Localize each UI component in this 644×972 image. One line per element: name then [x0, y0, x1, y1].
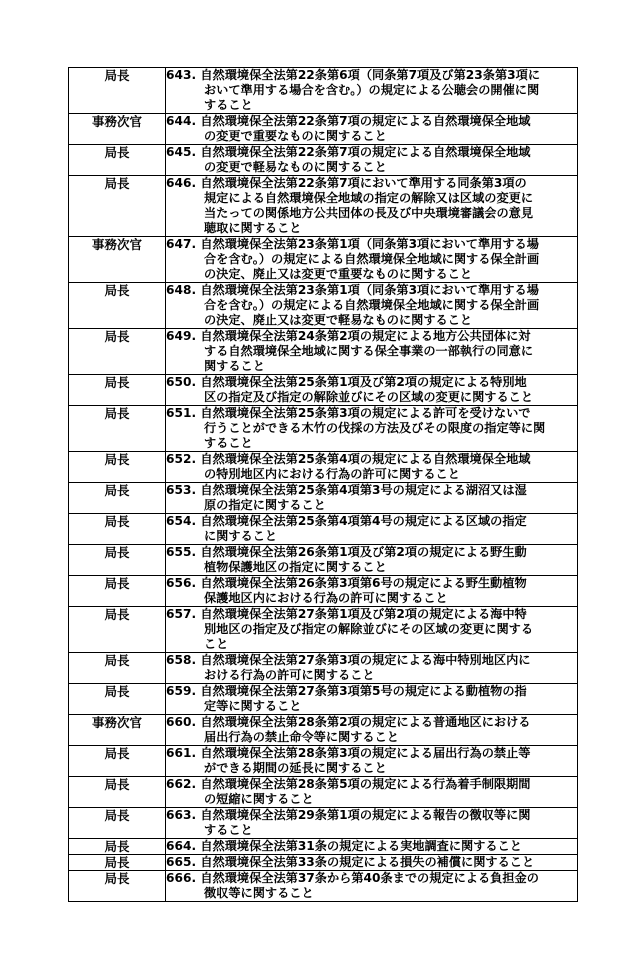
item-text-line: する自然環境保全地域に関する保全事業の一部執行の同意に [204, 344, 534, 358]
item-text-line [166, 68, 577, 83]
item-cell [166, 855, 578, 871]
table-body [69, 68, 578, 902]
delegation-table [68, 67, 578, 902]
item-text: 自然環境保全法第27条第1項及び第2項の規定による海中特 [200, 607, 527, 621]
item-text-line: 定等に関すること [204, 699, 302, 713]
item-text-line: 徴収等に関すること [204, 886, 314, 900]
table-row [69, 855, 578, 871]
item-cell [166, 375, 578, 406]
item-text: 自然環境保全法第26条第1項及び第2項の規定による野生動 [200, 545, 527, 559]
table-row [69, 452, 578, 483]
item-text-line: おける行為の許可に関すること [204, 668, 375, 682]
item-text-line: の変更で軽易なものに関すること [204, 160, 387, 174]
item-text: 自然環境保全法第28条第5項の規定による行為着手制限期間 [200, 777, 531, 791]
table-row [69, 607, 578, 653]
item-text: 自然環境保全法第22条第7項の規定による自然環境保全地域 [200, 114, 531, 128]
item-number: 647. [166, 237, 197, 251]
item-text: 自然環境保全法第22条第7項において準用する同条第3項の [200, 176, 527, 190]
item-number: 649. [166, 329, 197, 343]
authority-cell: 局長 [69, 839, 166, 855]
item-cell [166, 653, 578, 684]
item-text-line: 原の指定に関すること [204, 498, 326, 512]
item-text: 自然環境保全法第23条第1項（同条第3項において準用する場 [200, 283, 539, 297]
item-text-line: すること [204, 436, 253, 450]
authority-cell: 局長 [69, 68, 166, 114]
item-number: 645. [166, 145, 197, 159]
authority-cell: 局長 [69, 406, 166, 452]
table-row [69, 684, 578, 715]
item-text: 自然環境保全法第22条第7項の規定による自然環境保全地域 [200, 145, 531, 159]
table-row [69, 545, 578, 576]
item-text: 自然環境保全法第27条第3項第5号の規定による動植物の指 [200, 684, 527, 698]
item-text: 自然環境保全法第24条第2項の規定による地方公共団体に対 [200, 329, 531, 343]
item-text-line [166, 145, 577, 160]
item-text-line: 関すること [204, 359, 265, 373]
item-number: 656. [166, 576, 197, 590]
item-number: 654. [166, 514, 197, 528]
item-cell [166, 237, 578, 283]
item-text-line [166, 283, 577, 298]
authority-cell: 局長 [69, 871, 166, 902]
item-cell [166, 576, 578, 607]
item-cell [166, 871, 578, 902]
item-number: 657. [166, 607, 197, 621]
item-number: 655. [166, 545, 197, 559]
authority-cell: 局長 [69, 176, 166, 237]
authority-cell: 局長 [69, 576, 166, 607]
item-cell [166, 483, 578, 514]
item-cell [166, 406, 578, 452]
item-text: 自然環境保全法第33条の規定による損失の補償に関すること [200, 855, 535, 869]
item-cell [166, 545, 578, 576]
item-text: 自然環境保全法第28条第3項の規定による届出行為の禁止等 [200, 746, 531, 760]
authority-cell: 局長 [69, 684, 166, 715]
item-text-line [166, 114, 577, 129]
authority-cell: 局長 [69, 855, 166, 871]
item-text-line: の特別地区内における行為の許可に関すること [204, 467, 460, 481]
item-number: 664. [166, 839, 197, 853]
item-text-line: の変更で重要なものに関すること [204, 129, 387, 143]
authority-cell: 局長 [69, 808, 166, 839]
item-number: 643. [166, 68, 197, 82]
item-number: 659. [166, 684, 197, 698]
item-cell [166, 68, 578, 114]
item-cell [166, 514, 578, 545]
item-number: 650. [166, 375, 197, 389]
item-text-line [166, 576, 577, 591]
item-number: 662. [166, 777, 197, 791]
item-text-line: すること [204, 823, 253, 837]
item-text-line: ができる期間の延長に関すること [204, 761, 387, 775]
item-text-line [166, 653, 577, 668]
item-text-line [166, 406, 577, 421]
item-cell [166, 329, 578, 375]
item-text-line [166, 808, 577, 823]
authority-cell: 事務次官 [69, 114, 166, 145]
table-row [69, 483, 578, 514]
table-row [69, 283, 578, 329]
item-text-line [166, 715, 577, 730]
item-text-line [166, 777, 577, 792]
item-number: 666. [166, 871, 197, 885]
table-row [69, 576, 578, 607]
item-cell [166, 145, 578, 176]
item-text-line [166, 746, 577, 761]
item-cell [166, 684, 578, 715]
table-row [69, 145, 578, 176]
item-number: 651. [166, 406, 197, 420]
authority-cell: 局長 [69, 777, 166, 808]
item-number: 646. [166, 176, 197, 190]
table-row [69, 176, 578, 237]
item-text-line: に関すること [204, 529, 278, 543]
item-text-line [166, 375, 577, 390]
item-text-line [166, 855, 577, 870]
item-number: 660. [166, 715, 197, 729]
item-text-line: 保護地区内における行為の許可に関すること [204, 591, 448, 605]
item-text: 自然環境保全法第22条第6項（同条第7項及び第23条第3項に [200, 68, 541, 82]
item-text: 自然環境保全法第26条第3項第6号の規定による野生動植物 [200, 576, 527, 590]
item-text: 自然環境保全法第25条第4項第4号の規定による区域の指定 [200, 514, 527, 528]
table-row [69, 746, 578, 777]
item-text-line: の決定、廃止又は変更で重要なものに関すること [204, 267, 473, 281]
item-cell [166, 607, 578, 653]
item-number: 648. [166, 283, 197, 297]
table-row [69, 514, 578, 545]
item-text-line: おいて準用する場合を含む。）の規定による公聴会の開催に関 [204, 83, 540, 97]
item-cell [166, 746, 578, 777]
item-text-line: 別地区の指定及び指定の解除並びにその区域の変更に関する [204, 622, 534, 636]
table-row [69, 114, 578, 145]
authority-cell: 局長 [69, 329, 166, 375]
item-text-line: すること [204, 98, 253, 112]
table-row [69, 653, 578, 684]
item-number: 652. [166, 452, 197, 466]
authority-cell: 局長 [69, 283, 166, 329]
item-text-line [166, 483, 577, 498]
item-number: 663. [166, 808, 197, 822]
item-text-line: 聴取に関すること [204, 221, 302, 235]
item-text-line: 当たっての関係地方公共団体の長及び中央環境審議会の意見 [204, 206, 534, 220]
item-text-line [166, 329, 577, 344]
item-cell [166, 176, 578, 237]
authority-cell: 事務次官 [69, 237, 166, 283]
item-text: 自然環境保全法第27条第3項の規定による海中特別地区内に [200, 653, 531, 667]
authority-cell: 局長 [69, 545, 166, 576]
item-text-line: 行うことができる木竹の伐採の方法及びその限度の指定等に関 [204, 421, 546, 435]
item-text-line [166, 176, 577, 191]
table-row [69, 375, 578, 406]
item-cell [166, 808, 578, 839]
item-text: 自然環境保全法第25条第1項及び第2項の規定による特別地 [200, 375, 527, 389]
item-text-line: の短縮に関すること [204, 792, 314, 806]
item-text-line: 区の指定及び指定の解除並びにその区域の変更に関すること [204, 390, 534, 404]
item-text-line [166, 452, 577, 467]
item-number: 658. [166, 653, 197, 667]
item-text-line: の決定、廃止又は変更で軽易なものに関すること [204, 313, 473, 327]
item-cell [166, 777, 578, 808]
item-text-line: こと [204, 637, 229, 651]
item-text-line [166, 607, 577, 622]
item-text: 自然環境保全法第31条の規定による実地調査に関すること [200, 839, 522, 853]
item-text: 自然環境保全法第28条第2項の規定による普通地区における [200, 715, 531, 729]
item-number: 644. [166, 114, 197, 128]
item-text-line [166, 839, 577, 854]
item-cell [166, 283, 578, 329]
table-row [69, 237, 578, 283]
item-text-line: 合を含む。）の規定による自然環境保全地域に関する保全計画 [204, 298, 540, 312]
table-row [69, 777, 578, 808]
authority-cell: 局長 [69, 452, 166, 483]
item-text-line: 植物保護地区の指定に関すること [204, 560, 387, 574]
authority-cell: 局長 [69, 483, 166, 514]
item-cell [166, 452, 578, 483]
authority-cell: 局長 [69, 746, 166, 777]
item-text-line: 届出行為の禁止命令等に関すること [204, 730, 399, 744]
table-row [69, 715, 578, 746]
item-number: 665. [166, 855, 197, 869]
item-text-line [166, 237, 577, 252]
item-text: 自然環境保全法第23条第1項（同条第3項において準用する場 [200, 237, 539, 251]
authority-cell: 局長 [69, 514, 166, 545]
item-text: 自然環境保全法第37条から第40条までの規定による負担金の [200, 871, 539, 885]
item-text-line [166, 545, 577, 560]
authority-cell: 局長 [69, 607, 166, 653]
table-row [69, 808, 578, 839]
table-row [69, 329, 578, 375]
item-text-line [166, 871, 577, 886]
item-text-line [166, 514, 577, 529]
item-text: 自然環境保全法第25条第3項の規定による許可を受けないで [200, 406, 531, 420]
authority-cell: 局長 [69, 375, 166, 406]
authority-cell: 局長 [69, 653, 166, 684]
item-text: 自然環境保全法第25条第4項の規定による自然環境保全地域 [200, 452, 531, 466]
item-text: 自然環境保全法第25条第4項第3号の規定による湖沼又は湿 [200, 483, 527, 497]
item-text-line [166, 684, 577, 699]
item-number: 653. [166, 483, 197, 497]
item-cell [166, 839, 578, 855]
item-cell [166, 114, 578, 145]
table-row [69, 68, 578, 114]
item-number: 661. [166, 746, 197, 760]
item-text: 自然環境保全法第29条第1項の規定による報告の徴収等に関 [200, 808, 531, 822]
item-text-line: 規定による自然環境保全地域の指定の解除又は区域の変更に [204, 191, 534, 205]
item-text-line: 合を含む。）の規定による自然環境保全地域に関する保全計画 [204, 252, 540, 266]
authority-cell: 事務次官 [69, 715, 166, 746]
table-row [69, 406, 578, 452]
table-row [69, 839, 578, 855]
item-cell [166, 715, 578, 746]
table-row [69, 871, 578, 902]
authority-cell: 局長 [69, 145, 166, 176]
